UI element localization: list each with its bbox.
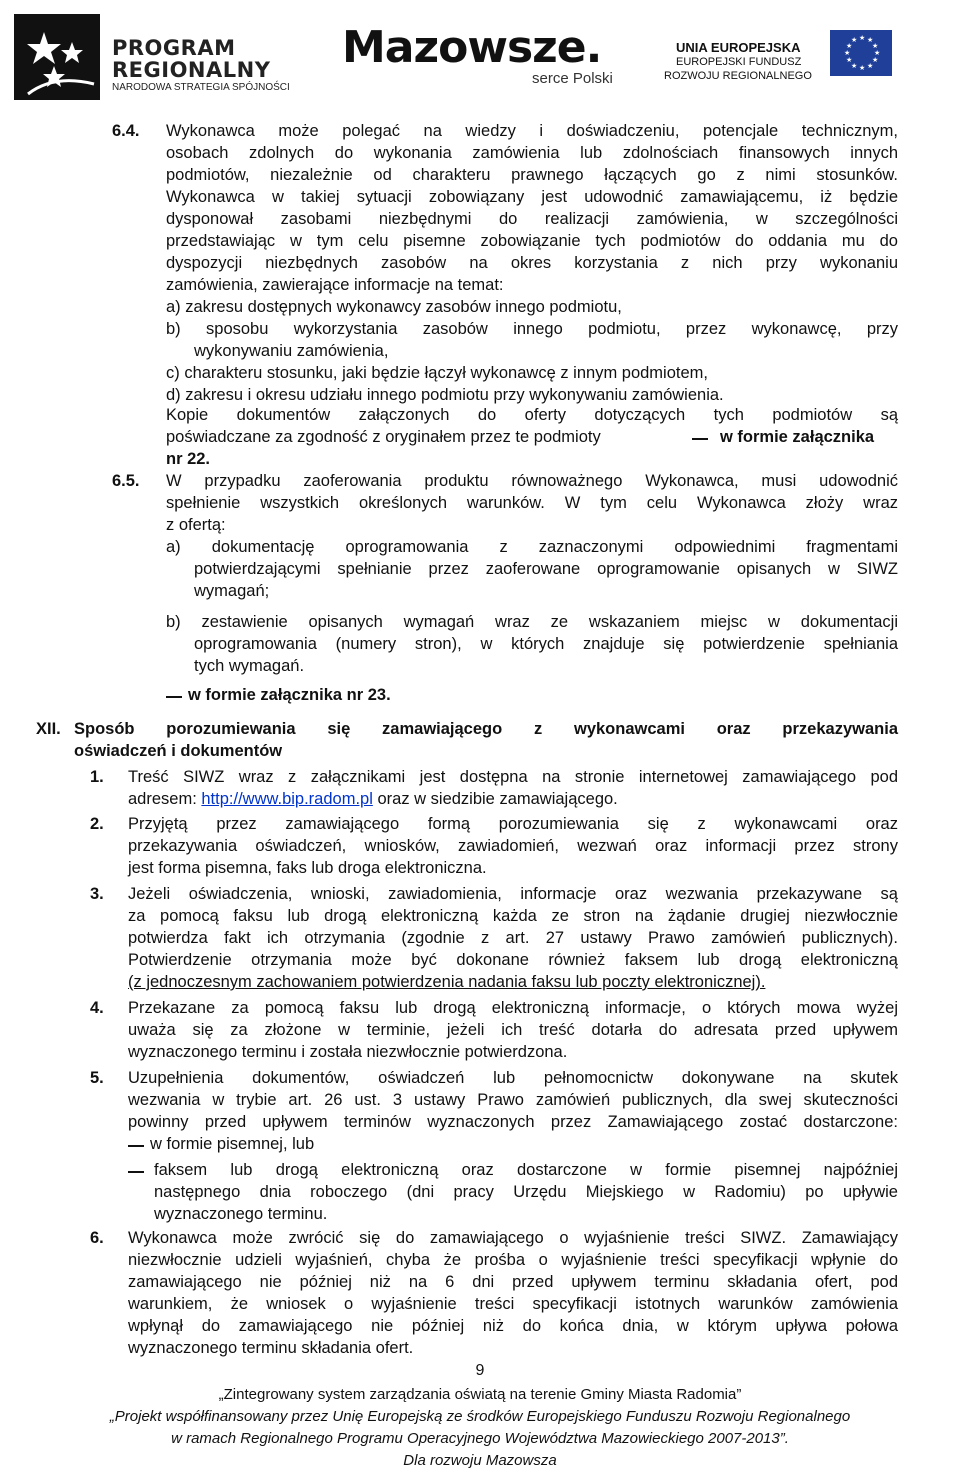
list-item: a) zakresu dostępnych wykonawcy zasobów innego podmiotu, bbox=[166, 298, 622, 316]
eu-fund-line2: ROZWOJU REGIONALNEGO bbox=[664, 70, 812, 82]
paragraph-line: (z jednoczesnym zachowaniem potwierdzenia nadania faksu lub poczty elektronicznej). bbox=[128, 973, 766, 991]
svg-text:★: ★ bbox=[851, 62, 858, 70]
eu-title: UNIA EUROPEJSKA bbox=[676, 40, 801, 55]
paragraph-line: powinny przed upływem terminów wyznaczonych przez Zamawiającego zostać dostarczone: bbox=[128, 1113, 898, 1131]
eu-flag bbox=[830, 30, 892, 76]
paragraph-line: dysponował zasobami niezbędnymi do realizacji zamówienia, w szczególności bbox=[166, 210, 898, 228]
paragraph-line: warunkiem, że wniosek o wyjaśnienie treści specyfikacji istotnych warunków zamówienia bbox=[128, 1295, 898, 1313]
dash-mark bbox=[128, 1171, 144, 1173]
attachment-ref: nr 22. bbox=[166, 450, 211, 468]
text-span: adresem: bbox=[128, 790, 197, 808]
paragraph-line: podmiotów, niezależnie od charakteru prawnego łączących go z nimi stosunków. bbox=[166, 166, 898, 184]
paragraph-line: dyspozycji niezbędnych zasobów na okres korzystania z nich przy wykonaniu bbox=[166, 254, 898, 272]
mazowsze-logo: Mazowsze. bbox=[342, 22, 602, 73]
svg-text:★: ★ bbox=[872, 56, 879, 64]
strategy-subtitle: NARODOWA STRATEGIA SPÓJNOŚCI bbox=[112, 82, 290, 93]
list-item-cont: następnego dnia roboczego (dni pracy Urzędu Miejskiego w Radomiu) po upływie bbox=[154, 1183, 898, 1201]
svg-text:★: ★ bbox=[859, 34, 866, 42]
attachment-ref: w formie załącznika nr 23. bbox=[188, 686, 391, 704]
item-number: 1. bbox=[90, 768, 104, 786]
list-item: w formie pisemnej, lub bbox=[150, 1135, 315, 1153]
paragraph-line: z ofertą: bbox=[166, 516, 226, 534]
paragraph-line: Przyjętą przez zamawiającego formą porozumiewania się z wykonawcami oraz bbox=[128, 815, 898, 833]
section-title: oświadczeń i dokumentów bbox=[74, 742, 283, 760]
paragraph-line: zamówienia, zawierające informacje na temat: bbox=[166, 276, 504, 294]
dash-mark bbox=[128, 1145, 144, 1147]
section-number: XII. bbox=[36, 720, 61, 738]
program-title: PROGRAM bbox=[112, 36, 236, 60]
paragraph-line: przekazywania oświadczeń, wniosków, zawiadomień, wezwań oraz informacji przez strony bbox=[128, 837, 898, 855]
program-regionalny-logo-mark bbox=[14, 14, 100, 100]
paragraph-line: za pomocą faksu lub drogą elektroniczną każda ze stron na żądanie drugiej niezwłocznie bbox=[128, 907, 898, 925]
svg-text:★: ★ bbox=[859, 64, 866, 72]
paragraph-line: potwierdza fakt ich otrzymania (zgodnie z art. 27 ustawy Prawo zamówień publicznych). bbox=[128, 929, 898, 947]
eu-stars-icon bbox=[830, 30, 892, 76]
svg-text:★: ★ bbox=[874, 49, 881, 57]
item-number: 3. bbox=[90, 885, 104, 903]
eu-fund-line1: EUROPEJSKI FUNDUSZ bbox=[676, 56, 802, 68]
footer-project-title: „Zintegrowany system zarządzania oświatą na terenie Gminy Miasta Radomia” bbox=[218, 1386, 742, 1403]
paragraph-line: wyznaczonego terminu i została niezwłocznie potwierdzona. bbox=[128, 1043, 568, 1061]
list-item: b) zestawienie opisanych wymagań wraz ze wskazaniem miejsc w dokumentacji bbox=[166, 613, 898, 631]
paragraph-line: Uzupełnienia dokumentów, oświadczeń lub pełnomocnictw dokonywane na skutek bbox=[128, 1069, 898, 1087]
paragraph-line: W przypadku zaoferowania produktu równoważnego Wykonawca, musi udowodnić bbox=[166, 472, 898, 490]
footer-programme: w ramach Regionalnego Programu Operacyjnego Województwa Mazowieckiego 2007-2013”. bbox=[171, 1430, 789, 1447]
paragraph-line: Kopie dokumentów załączonych do oferty dotyczących tych podmiotów są bbox=[166, 406, 898, 424]
svg-text:★: ★ bbox=[872, 42, 879, 50]
paragraph-line: przedstawiając w tym celu pisemne zobowiązanie tych podmiotów do oddania mu do bbox=[166, 232, 898, 250]
svg-text:★: ★ bbox=[844, 49, 851, 57]
item-number: 5. bbox=[90, 1069, 104, 1087]
page-number: 9 bbox=[475, 1362, 485, 1379]
list-item-cont: wymagań; bbox=[194, 582, 270, 600]
paragraph-line: Jeżeli oświadczenia, wnioski, zawiadomienia, informacje oraz wezwania przekazywane są bbox=[128, 885, 898, 903]
paragraph-line: Przekazane za pomocą faksu lub drogą elektroniczną informacje, o których mowa wyżej bbox=[128, 999, 898, 1017]
paragraph-line: Wykonawca może zwrócić się do zamawiającego o wyjaśnienie treści SIWZ. Zamawiający bbox=[128, 1229, 898, 1247]
list-item: a) dokumentację oprogramowania z zaznaczonymi odpowiednimi fragmentami bbox=[166, 538, 898, 556]
paragraph-line: wezwania w trybie art. 26 ust. 3 ustawy Prawo zamówień publicznych, dla swej skuteczności bbox=[128, 1091, 898, 1109]
paragraph-line bbox=[128, 789, 618, 811]
paragraph-line: wpłynął do zamawiającego nie później niż do końca dnia, w którym upływa połowa bbox=[128, 1317, 898, 1335]
svg-text:★: ★ bbox=[867, 62, 874, 70]
dash-mark bbox=[692, 438, 708, 440]
paragraph-line: wyznaczonego terminu składania ofert. bbox=[128, 1339, 414, 1357]
footer-slogan: Dla rozwoju Mazowsza bbox=[403, 1452, 557, 1469]
section-title: Sposób porozumiewania się zamawiającego z wykonawcami oraz przekazywania bbox=[74, 720, 898, 738]
svg-text:★: ★ bbox=[846, 56, 853, 64]
svg-text:★: ★ bbox=[846, 42, 853, 50]
list-item-cont: potwierdzającymi spełnianie przez zaoferowane oprogramowanie opisanych w SIWZ bbox=[194, 560, 898, 578]
list-item-cont: oprogramowania (numery stron), w których znajduje się potwierdzenie spełniania bbox=[194, 635, 898, 653]
item-number: 6. bbox=[90, 1229, 104, 1247]
paragraph-line: spełnienie wszystkich określonych warunków. W tym celu Wykonawca złoży wraz bbox=[166, 494, 898, 512]
svg-text:★: ★ bbox=[851, 36, 858, 44]
regional-title: REGIONALNY bbox=[112, 58, 271, 82]
list-item: c) charakteru stosunku, jaki będzie łączył wykonawcę z innym podmiotem, bbox=[166, 364, 708, 382]
section-number: 6.5. bbox=[112, 472, 140, 490]
paragraph-line: Wykonawca może polegać na wiedzy i doświadczeniu, potencjale technicznym, bbox=[166, 122, 898, 140]
footer-cofinancing: „Projekt współfinansowany przez Unię Europejską ze środków Europejskiego Funduszu Rozwoju Regionalnego bbox=[109, 1408, 851, 1425]
item-number: 4. bbox=[90, 999, 104, 1017]
list-item-cont: tych wymagań. bbox=[194, 657, 305, 675]
paragraph-line: jest forma pisemna, faks lub droga elektroniczna. bbox=[128, 859, 487, 877]
item-number: 2. bbox=[90, 815, 104, 833]
paragraph-line: osobach zdolnych do wykonania zamówienia lub zdolnościach finansowych innych bbox=[166, 144, 898, 162]
bip-link[interactable]: http://www.bip.radom.pl bbox=[201, 790, 373, 808]
svg-text:★: ★ bbox=[867, 36, 874, 44]
paragraph-line: Wykonawca w takiej sytuacji zobowiązany jest udowodnić zamawiającemu, iż będzie bbox=[166, 188, 898, 206]
text-span: oraz w siedzibie zamawiającego. bbox=[377, 790, 618, 808]
star-icon bbox=[14, 14, 100, 100]
dash-mark bbox=[166, 696, 182, 698]
mazowsze-subtitle: serce Polski bbox=[532, 70, 613, 87]
paragraph-line: Treść SIWZ wraz z załącznikami jest dostępna na stronie internetowej zamawiającego pod bbox=[128, 768, 898, 786]
list-item: d) zakresu i okresu udziału innego podmiotu przy wykonywaniu zamówienia. bbox=[166, 386, 724, 404]
list-item: b) sposobu wykorzystania zasobów innego podmiotu, przez wykonawcę, przy bbox=[166, 320, 898, 338]
paragraph-line: niezwłocznie udzieli wyjaśnień, chyba że prośba o wyjaśnienie treści specyfikacji wpłynie do bbox=[128, 1251, 898, 1269]
attachment-ref: w formie załącznika bbox=[720, 428, 875, 446]
list-item: faksem lub drogą elektroniczną oraz dostarczone w formie pisemnej najpóźniej bbox=[154, 1161, 898, 1179]
paragraph-line: Potwierdzenie otrzymania może być dokonane również faksem lub drogą elektroniczną bbox=[128, 951, 898, 969]
paragraph-line: uważa się za złożone w terminie, jeżeli ich treść dotarła do adresata przed upływem bbox=[128, 1021, 898, 1039]
paragraph-line: zamawiającego nie później niż na 6 dni przed upływem terminu składania ofert, pod bbox=[128, 1273, 898, 1291]
list-item-cont: wyznaczonego terminu. bbox=[154, 1205, 328, 1223]
paragraph-line: poświadczane za zgodność z oryginałem przez te podmioty bbox=[166, 428, 601, 446]
list-item-cont: wykonywaniu zamówienia, bbox=[194, 342, 389, 360]
section-number: 6.4. bbox=[112, 122, 140, 140]
